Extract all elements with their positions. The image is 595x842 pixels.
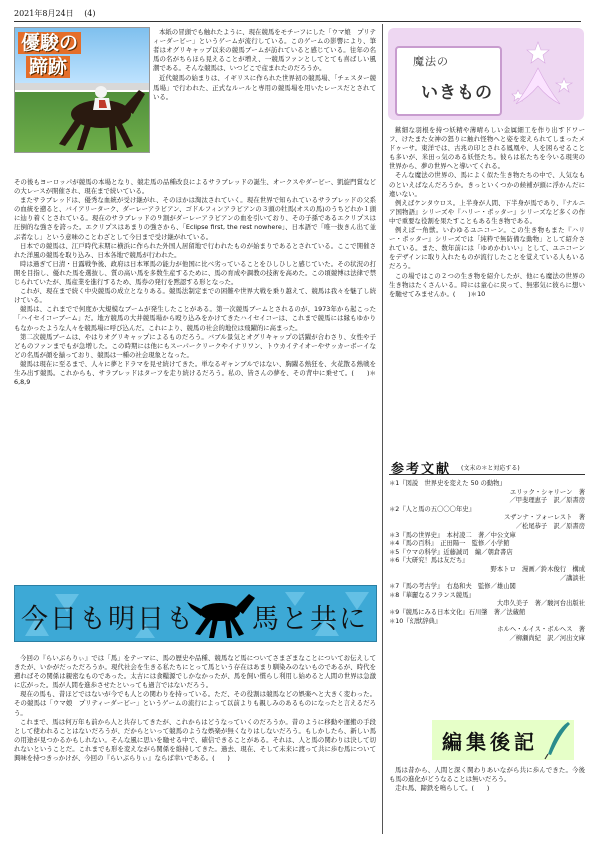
paragraph: 例えばケンタウロス。上半身が人間、下半身が馬であり、『ナルニア国物語』シリーズや『ハリー・ポッター』シリーズなど多くの作中で重要な役割を果たすこともある生き物である。: [389, 198, 585, 225]
hero-title-line1: 優駿の: [18, 32, 81, 54]
reference-line: ／講談社: [559, 574, 585, 582]
section-banner: [14, 585, 377, 642]
reference-line: ＊4『馬の百科』 正田陽一 監修／小学館: [389, 540, 510, 548]
paragraph: 現在の馬も、昔ほどではないが今でも人との関わりを持っている。ただ、その役割は競馬などの娯楽へと大きく変わった。その競馬は「ウマ娘 プリティーダービー」というゲームの流行によって以前よりも親しみのあるものになったと言えるだろう。: [14, 690, 376, 717]
paragraph: 競馬は、これまでで何度か大規模なブームが発生したことがある。第一次競馬ブームとされるのが、1973年から起こった「ハイセイコーブーム」だ。地方競馬の大井競馬場から殴り込みをかけてきたハイセイコーは、これまで競馬には縁もゆかりもなかったような人々を競馬場に呼び込んだ。これにより、競馬の社会的地位は飛躍的に高まった。: [14, 305, 376, 332]
paragraph: この場ではこの２つの生き物を紹介したが、他にも魔法の世界の生き物はたくさんいる。時には童心に戻って、無邪気に彼らに想いを馳せてみませんか。( )＊10: [389, 271, 585, 298]
paragraph: 近代競馬の始まりは、イギリスに作られた世界初の競馬場、「チェスター競馬場」で行われた、正式なルールと専用の競馬場を用いたレースだとされている。: [153, 74, 376, 101]
reference-line: スザンナ・フォーレスト 著: [504, 514, 585, 522]
reference-line: ＊6『大研究！馬は友だち』: [389, 557, 469, 565]
magic-title-frame: [395, 46, 502, 116]
reference-line: ／甲斐理恵子 訳／原書房: [509, 497, 585, 505]
intro-text: [153, 28, 376, 102]
reference-line: ／松尾恭子 訳／原書房: [515, 522, 585, 530]
paragraph: そんな魔法の世界の、馬によく似た生き物たちの中で、人気なものといえばなんだろうか。きっといくつかの候補が頭に浮かんだに違いない。: [389, 171, 585, 198]
paragraph: 時は過ぎて日清・日露戦争後、政府は日本軍馬の能力が他国に比べ劣っていることをひしひしと感じていた。その状況の打開を目指し、優れた馬を選抜し、質の高い馬を多数生産するために、馬の育成や調教の技術を高めた。この頃競博は法律で禁じられていたが、馬産業を進行するため、馬券の発行を黙認する形となった。: [14, 259, 376, 287]
paragraph: 今回の『らいぶらりぃ』では「馬」をテーマに、馬の歴史や品種、競馬など馬についてさまざまなことについてお伝えしてきたが、いかがだっただろうか。現代社会を生きる私たちにとって馬という存在はあまり馴染みのないものであるが、時代を遡ればその関係は親密なものであった。太古には食糧源でしかなかったが、馬を飼い慣らし利用し始めると人間の世界は急激に広がった。馬が人間を進歩させたといっても過言ではないだろう。: [14, 654, 376, 690]
reference-line: ＊2『人と馬の五〇〇〇年史』: [389, 505, 475, 513]
magic-title-b: いきもの: [421, 83, 493, 103]
reference-line: ＊8『華麗なるフランス競馬』: [389, 591, 475, 599]
paragraph: 例えば一角獣。いわゆるユニコーン。この生き物もまた『ハリー・ポッター』シリーズでは「純粋で無防備な動物」として紹介されている。また、数年前には「ゆめかわいい」として、ユニコーンをデザインに取り入れたものが流行したことを覚えている人もいるだろう。: [389, 226, 585, 271]
paragraph: 競馬は現在に至るまで、人々に夢とドラマを見せ続けてきた。単なるギャンブルではない、胸躍る熱狂を、火花散る熱戦を生み出す競馬。これからも、サラブレッドはターフを走り続けるだろう。私の、皆さんの夢を、その背中に乗せて。( )＊6,8,9: [14, 359, 376, 387]
paragraph: これまで、馬は何万年も前から人と共存してきたが、これからはどうなっていくのだろうか。昔のように移動や運搬の手段として使われることはないだろうが、だからといって競馬のような娯楽が無くなりはしないだろう。もしかしたら、新しい馬の用途が見つかるかもしれない。そんな風に思いを馳せる中で、確信できることがある。それは、人と馬の関わりは決して切れないということだ。これまでも形を変えながら関係を維持してきた。過去、現在、そして未来に渡って共に歩む馬について興味を持つきっかけが、今回の『らいぶらりぃ』ならば幸いである。( ): [14, 717, 376, 763]
header-divider: [14, 21, 581, 22]
banner-title-a: 今日も明日も: [21, 604, 195, 635]
paragraph: 走れ馬、蹄鉄を鳴らして。( ): [395, 784, 490, 793]
hero-title-line2: 蹄跡: [26, 56, 70, 78]
hero-image: [14, 27, 150, 153]
references-heading: 参考文献: [391, 462, 452, 477]
closing-article: [14, 654, 376, 763]
reference-line: 野本トロ 漫画／鈴木俊行 構成: [490, 565, 585, 573]
reference-line: ＊7『馬の考古学』 右島和夫 監修／雄山閣: [389, 583, 516, 591]
paragraph: 第二次競馬ブームは、やはりオグリキャップによるものだろう。バブル景気とオグリキャップの活躍が合わさり、女性や子どものファンまでもが急増した。この時期には他にもスーパークリークやイナリワン、トウカイテイオーやサッカーボーイなどの名馬が顔を揃っており、競馬は一種の社会現象となった。: [14, 332, 376, 359]
reference-line: ＊10『幻獣辞典』: [389, 617, 442, 625]
reference-line: ホルヘ・ルイス・ボルヘス 著: [497, 626, 585, 634]
reference-line: ＊9『競馬にみる日本文化』石川肇 著／法蔵館: [389, 608, 526, 616]
reference-line: エリック・シャリーン 著: [509, 488, 585, 496]
reference-line: ＊3『馬の世界史』 本村凌二 著／中公文庫: [389, 531, 516, 539]
column-divider: [382, 24, 383, 834]
history-article: [14, 178, 376, 387]
paragraph: 本紙の冒頭でも触れたように、現在競馬をモチーフにした「ウマ娘 プリティーダービー」というゲームが流行している。このゲームの影響により、筆者はオグリキャップ以来の競馬ブームが訪れていると感じている。往年の名馬の名がちらほら見えることが増え、一競馬ファンとしてとても喜ばしい風潮である。そんな競馬は、いつどこで産まれたのだろうか。: [153, 28, 376, 73]
page-number: (4): [84, 9, 96, 18]
reference-line: ＊5『ウマの科学』近藤誠司 編／朝倉書店: [389, 548, 513, 556]
references-divider: [389, 474, 585, 475]
paragraph: 日本での競馬は、江戸時代末期に横浜に作られた外国人居留地で行われたものが始まりであるとされている。ここで開催された洋風の競馬を取り込み、日本各地で競馬が行われた。: [14, 241, 376, 259]
reference-line: ／柳瀬尚紀 訳／河出文庫: [509, 634, 585, 642]
references-list: [389, 480, 585, 643]
banner-title-b: 馬と共に: [252, 604, 368, 635]
paragraph: 馬は昔から、人間と深く関わりあいながら共に歩んできた。今後も馬の進化がどうなることは無いだろう。: [389, 766, 585, 784]
editor-note-heading: 編集後記: [442, 730, 538, 754]
magic-article: [389, 126, 585, 299]
reference-line: ＊1『図説 世界史を変えた 50 の動物』: [389, 480, 506, 487]
paragraph: 鏃細な羽根を持つ妖精や薄晴らしい金属細工を作り出すドワーフ、けたまた女神の怒りに触れ怪物へと姿を変えられてしまったメドゥーサ。東洋では、古兆の印とされる鳳凰や、人を困らせることも多いが、米田っ気のある妖怪たち。彼らは私たちを今いる現実の世界から、夢の世界へと導いてくれる。: [389, 126, 585, 171]
issue-date: 2021年8月24日: [14, 9, 74, 18]
magic-title-a: 魔法の: [413, 55, 449, 68]
paragraph: これが、現在まで続く中央競馬の成立となりある。競馬法制定までの困難や世界大戦を乗り越えて、競馬は我々を魅了し続けている。: [14, 287, 376, 305]
references-subheading: (文末の＊と対応する): [461, 465, 520, 472]
editor-note-text: [389, 766, 585, 793]
page-header: [14, 8, 96, 19]
reference-line: 大串久美子 著／駿河台出版社: [496, 600, 585, 608]
magic-creatures-banner: [388, 28, 584, 120]
paragraph: その後もヨーロッパが競馬の本場となり、競走馬の品種改良によるサラブレッドの誕生、オークスやダービー、凱旋門賞などの大レースが開催され、現在まで続いている。: [14, 178, 376, 196]
paragraph: またサラブレッドは、優秀な血統が受け継がれ、そのほかは淘汰されていく。現在世界で知られているサラブレッドの父系の血統を遡ると、バイアリーターク、ダーレーアラビアン、ゴドルフィンアラビアンの３頭の牡馬(オスの馬)のうちどれか１頭に辿り着くとされている。現在のサラブレッドの９割がダーレーアラビアンの血を引いており、その子孫であるエクリプスは圧倒的な強さを誇った。エクリプスはあまりの強さから、「Eclipse first, the rest nowhere」、日本語で「唯一抜きん出て並ぶ者なし」という意味のことわざとして今日まで受け継がれている。: [14, 196, 376, 241]
quill-pen-icon: [542, 720, 572, 760]
editor-note-banner: [432, 720, 574, 760]
